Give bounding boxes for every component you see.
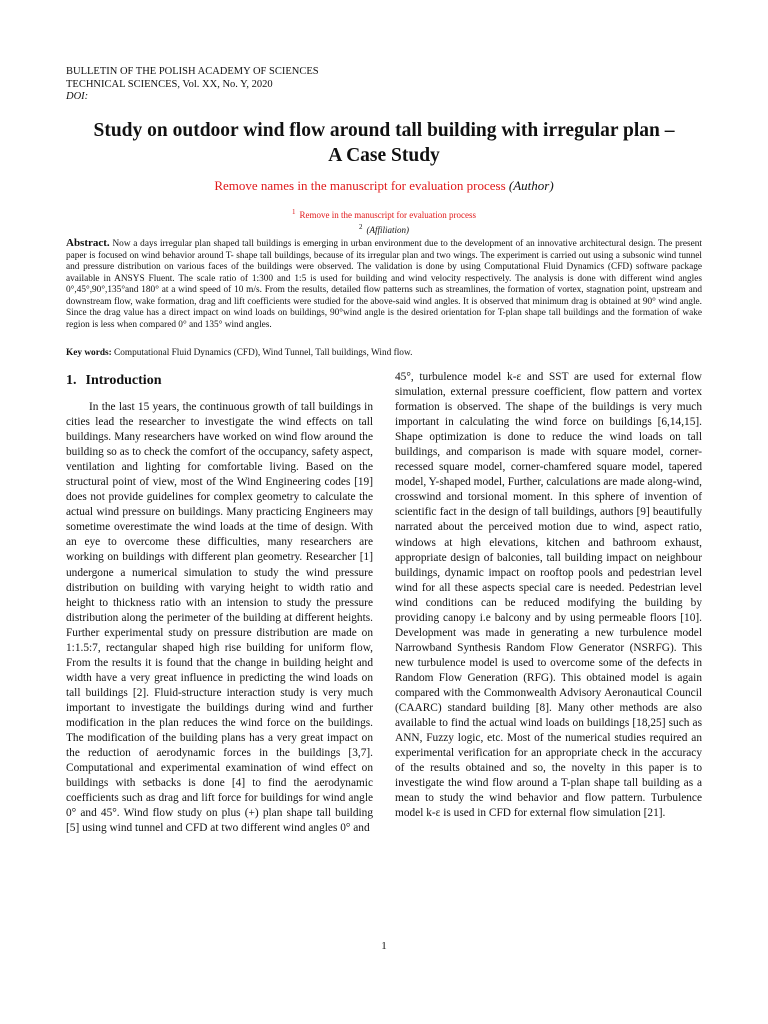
doi-label: DOI: [66, 91, 89, 102]
affiliation-2 [60, 221, 708, 236]
affiliation-2-marker: 2 [359, 223, 363, 231]
title-line-2: A Case Study [328, 145, 440, 166]
intro-paragraph-left: In the last 15 years, the continuous growth of tall buildings in cities lead the researcher to investigate the wind effects on tall buildings. Many researchers have worked on wind flow around the building so as to check the comfort of the occupancy, safety aspect, ventilation and lighting for comfortable living. Based on the structural point of view, most of the Wind Engineering codes [19] does not provide guidelines for complex geometry to calculate the actual wind pressure on buildings. Many practicing Engineers may sometime overestimate the wind loads at the time of design. With an eye to overcome these difficulties, many researchers are working on buildings with different plan geometry. Researcher [1] undergone a numerical simulation to study the wind pressure distribution on building with varying height to width ratio and height to thickness ratio with an intension to study the pressure distribution along the perimeter of the building at different heights. Further experimental study on pressure distribution are made on 1:1.5:7, rectangular shaped high rise building for uniform flow, From the results it is found that the change in building height and width have a very great influence in predicting the wind loads on tall buildings [2]. Fluid-structure interaction study is very much important to investigate the buildings during wind and further modification in the plan reduces the wind force on the buildings. The modification of the building plans has a very great impact on the reduction of aerodynamic forces in the buildings [3,7]. Computational and experimental examination of wind effect on buildings with setbacks is done [4] to find the aerodynamic coefficients such as drag and lift force for buildings for wind angle 0° and 45°. Wind flow study on plus (+) plan shape tall building [5] using wind tunnel and CFD at two different wind angles 0° and [66, 401, 373, 835]
body-column-right [395, 370, 702, 821]
keywords [66, 348, 702, 358]
body-column-left [66, 400, 373, 836]
journal-volume: TECHNICAL SCIENCES, Vol. XX, No. Y, 2020 [66, 78, 273, 90]
section-title: Introduction [85, 373, 162, 388]
intro-paragraph-right: 45°, turbulence model k-ε and SST are used for external flow simulation, external pressure coefficient, flow pattern and vortex formation is observed. The shape of the buildings is very much important in calculating the wind force on buildings [6,14,15]. Shape optimization is done to reduce the wind loads on tall buildings, and comparison is made with square model, corner-recessed square model, corner-chamfered square model, tapered model, Y-shaped model, Further, calculations are made along-wind, crosswind and torsional moment. In this sphere of invention of scientific fact in the design of tall buildings, authors [9] beautifully narrated about the perceived motion due to wind, aspect ratio, windows at high elevations, kitchen and bathroom exhaust, appropriate design of balconies, tall building impact on neighbour buildings, dynamic impact on rooftop pools and pedestrian level wind for all these aspects special care is needed. Pedestrian level wind conditions can be reduced modifying the building by providing canopy i.e balcony and by using permeable floors [10]. Development was made in generating a new turbulence model Narrowband Synthesis Random Flow Generator (NSRFG). This new turbulence model is used to overcome some of the defects in Random Flow Generation (RFG). This obtained model is again compared with the Commonwealth Advisory Aeronautical Council (CAARC) standard building [8]. Many other methods are also available to find the actual wind loads on buildings [18,25] such as ANN, Fuzzy logic, etc. Most of the numerical studies required an experimental verification for an appropriate check in the accuracy of the results obtained and so, the novelty in this paper is to investigate the wind flow around a T-plan shape tall building as a mean to study the wind behavior and flow pattern. Turbulence model k-ε is used in CFD for external flow simulation [21]. [395, 371, 702, 820]
author-line [60, 178, 708, 194]
affiliation-1-text: Remove in the manuscript for evaluation process [299, 210, 476, 220]
page-number: 1 [381, 940, 387, 952]
abstract-label: Abstract. [66, 237, 110, 249]
keywords-text: Computational Fluid Dynamics (CFD), Wind Tunnel, Tall buildings, Wind flow. [114, 348, 413, 358]
journal-header [66, 66, 319, 104]
affiliation-1 [60, 206, 708, 221]
section-number: 1. [66, 373, 77, 388]
affiliation-2-text: (Affiliation) [366, 225, 409, 235]
author-placeholder: Remove names in the manuscript for evaluation process [214, 178, 506, 193]
affiliations [60, 206, 708, 236]
abstract-text: Now a days irregular plan shaped tall buildings is emerging in urban environment due to the development of an innovative architectural design. The present paper is focused on wind behavior around T- shape tall buildings, because of its irregular plan and two wings. The experiment is carried out using a subsonic wind tunnel and pressure distribution on various faces of the buildings were observed. The validation is done by using Computational Fluid Dynamics (CFD) software package available in ANSYS Fluent. The scale ratio of 1:300 and 1:5 is used for building and wind velocity respectively. The analysis is done with different wind angles 0°,45°,90°,135°and 180° at a wind speed of 10 m/s. From the results, detailed flow patterns such as streamlines, the formation of vortex, stagnation point, upstream and downstream flow, wake formation, drag and lift coefficients were studied for the above-said wind angles. It is observed that minimum drag is obtained at 90° wind angle. Since the drag value has a direct impact on wind loads on buildings, 90°wind angle is the desired orientation for T-plan shape tall buildings and the formation of wake region is less when compared 0° and 135° wind angles. [66, 239, 702, 330]
title-line-1: Study on outdoor wind flow around tall building with irregular plan – [93, 120, 675, 141]
abstract [66, 238, 702, 331]
keywords-label: Key words: [66, 348, 112, 358]
affiliation-1-marker: 1 [292, 208, 296, 216]
journal-name: BULLETIN OF THE POLISH ACADEMY OF SCIENCES [66, 66, 319, 77]
paper-title [60, 118, 708, 168]
author-role: (Author) [508, 178, 554, 193]
section-heading [66, 373, 161, 389]
